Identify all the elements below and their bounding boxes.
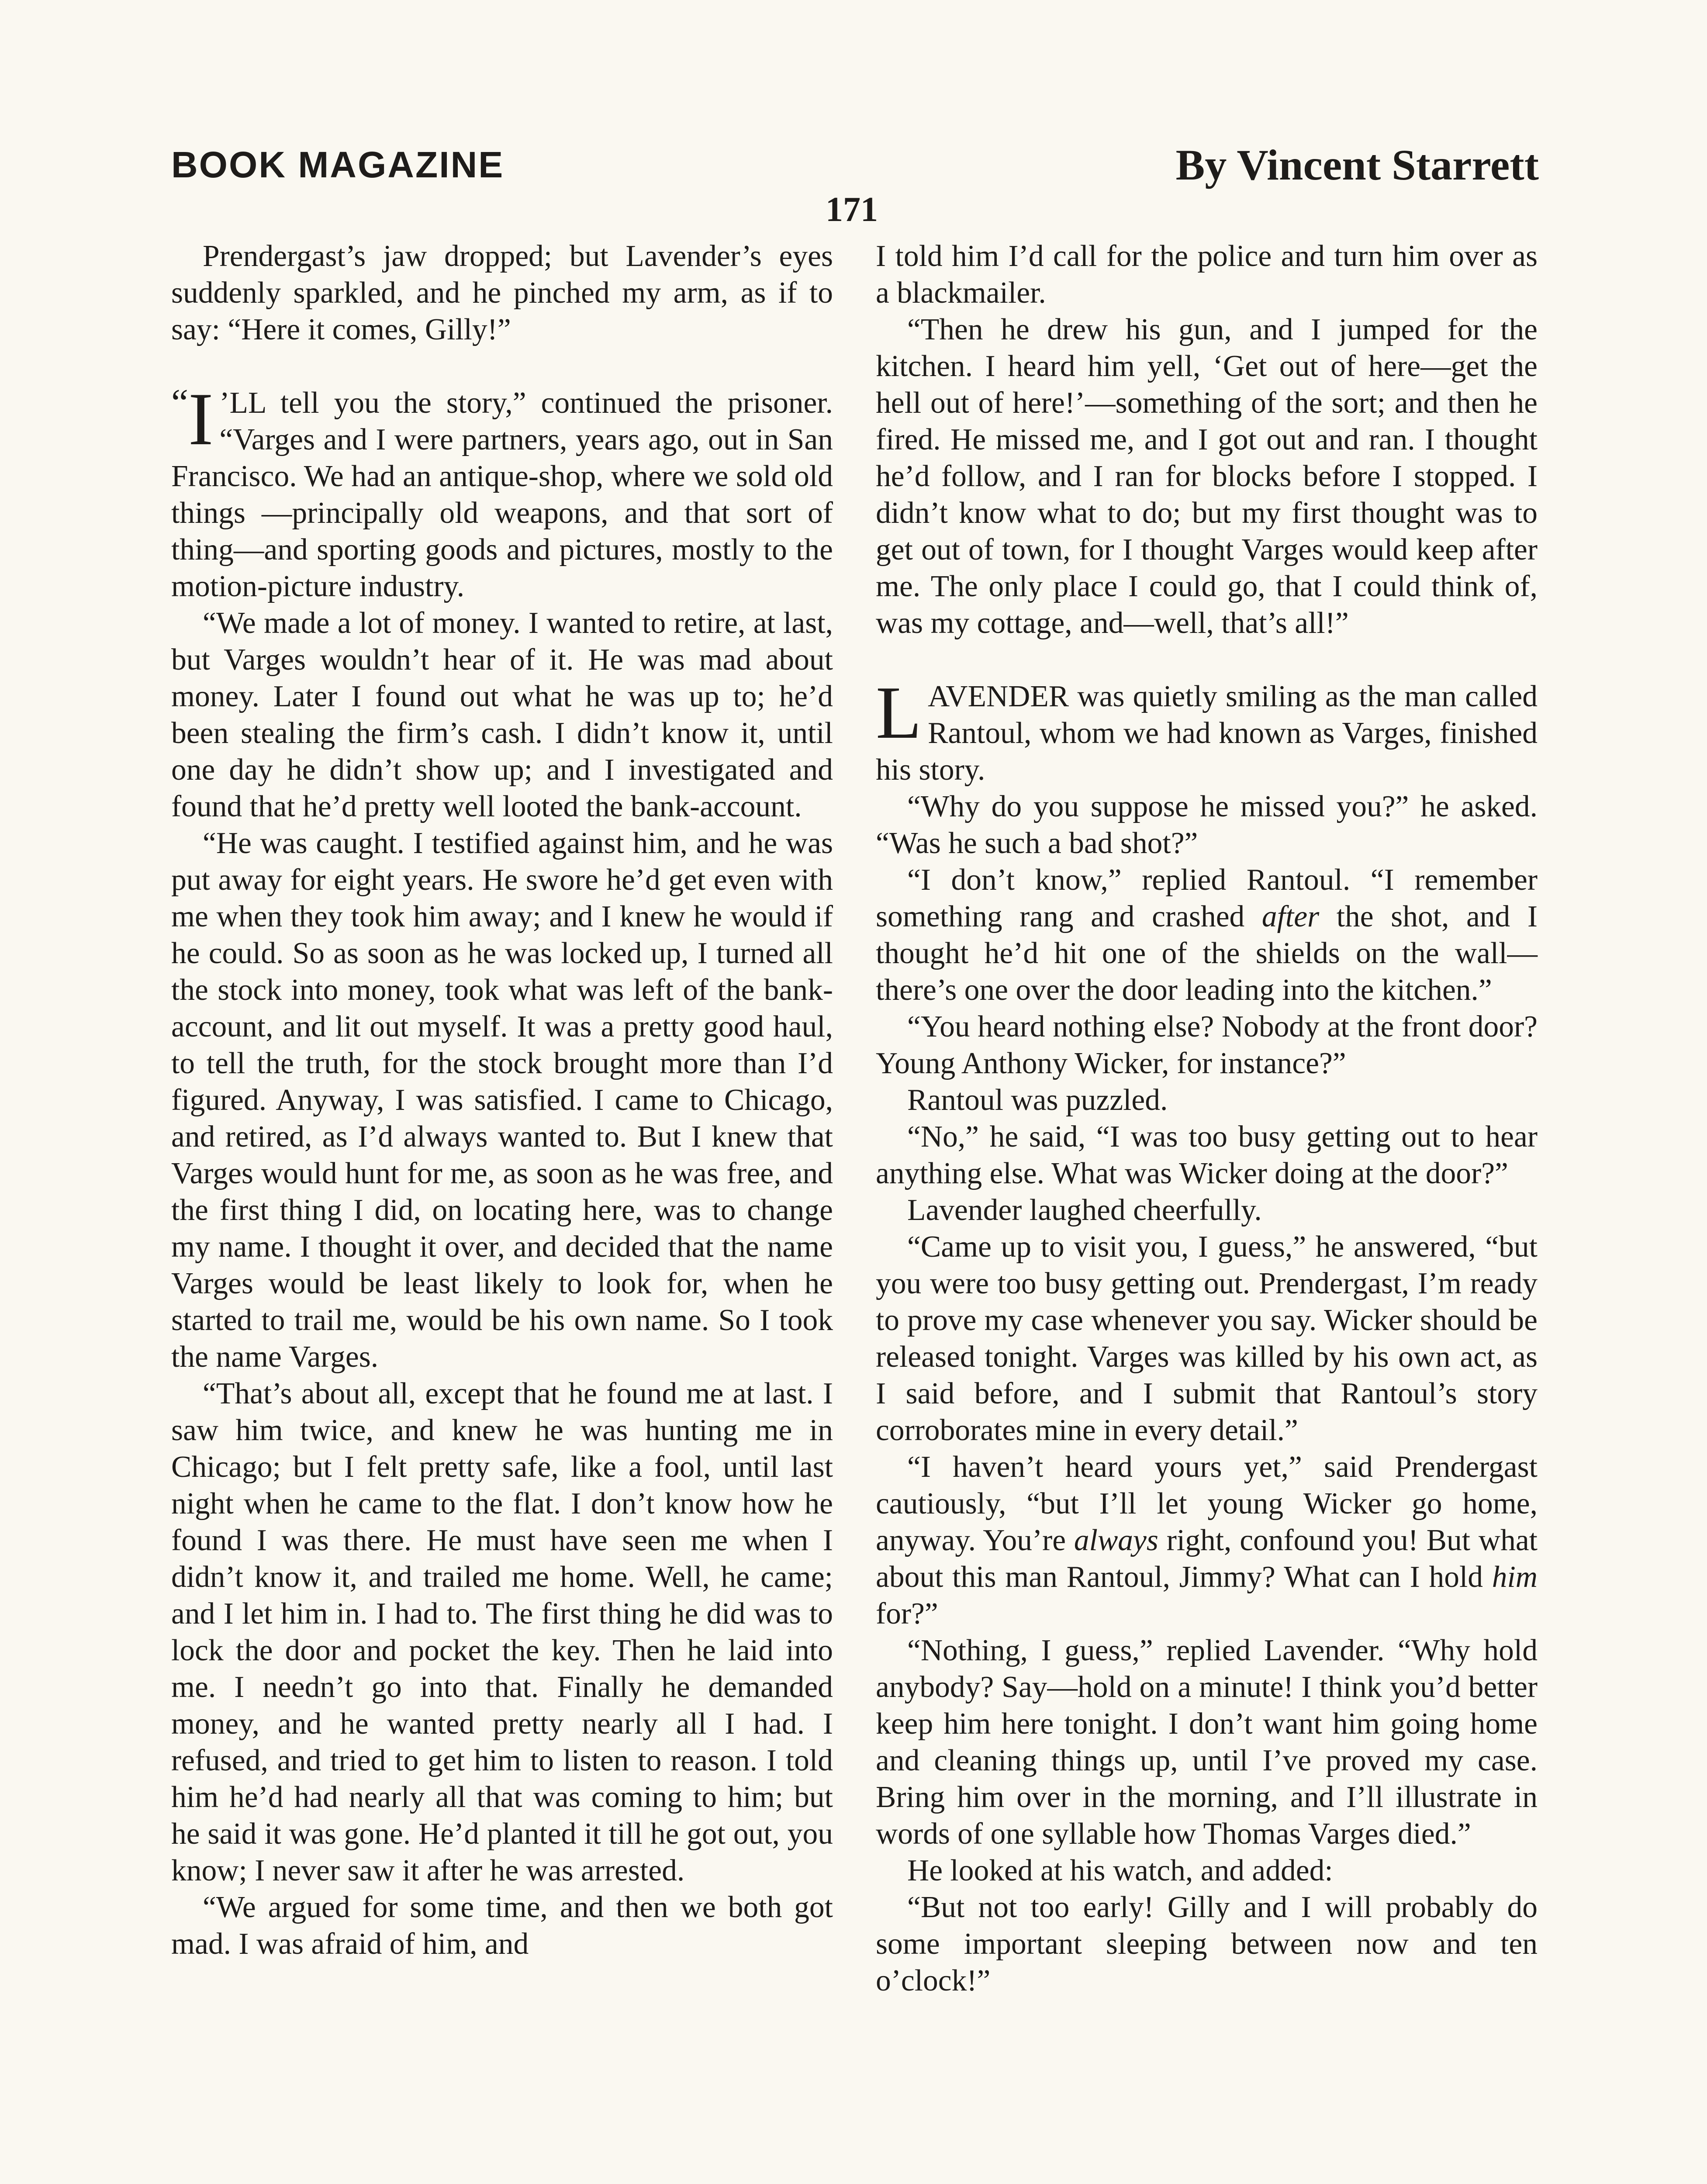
paragraph: He looked at his watch, and added: [907, 1854, 1333, 1887]
paragraph: Lavender laughed cheerfully. [907, 1193, 1262, 1227]
paragraph: “Why do you suppose he missed you?” he asked. “Was he such a bad shot?” [876, 790, 1538, 860]
paragraph [876, 1449, 1538, 1632]
paragraph-dropcap [876, 671, 1538, 788]
drop-quote: “ [171, 382, 189, 424]
paragraph [876, 862, 1538, 1009]
paragraph: “That’s about all, except that he found me at last. I saw him twice, and knew he was hunting me in Chicago; but I felt pretty safe, like a fool, until last night when he came to the flat. I don’t know how he found I was there. He must have seen me when I didn’t know it, and trailed me home. Well, he came; and I let him in. I had to. The first thing he did was to lock the door and pocket the key. Then he laid into me. I needn’t go into that. Finally he demanded money, and he wanted pretty nearly all I had. I refused, and tried to get him to listen to reason. I told him he’d had nearly all that was coming to him; but he said it was gone. He’d planted it till he got out, you know; I never saw it after he was arrested. [171, 1377, 833, 1887]
paragraph-text: AVENDER was quietly smiling as the man called Rantoul, whom we had known as Varges, finished his story. [876, 680, 1538, 787]
paragraph: “He was caught. I testified against him, and he was put away for eight years. He swore he’d get even with me when they took him away; and I knew he would if he could. So as soon as he was locked up, I turned all the stock into money, took what was left of the bank-account, and lit out myself. It was a pretty good haul, to tell the truth, for the stock brought more than I’d figured. Anyway, I was satisfied. I came to Chicago, and retired, as I’d always wanted to. But I knew that Varges would hunt for me, as soon as he was free, and the first thing I did, on locating here, was to change my name. I thought it over, and decided that the name Varges would be least likely to look for, when he started to trail me, would be his own name. So I took the name Varges. [171, 826, 833, 1374]
paragraph: Prendergast’s jaw dropped; but Lavender’s eyes suddenly sparkled, and he pinched my arm, as if to say: “Here it comes, Gilly!” [171, 239, 833, 346]
drop-cap-letter: I [188, 378, 214, 461]
paragraph: “Nothing, I guess,” replied Lavender. “Why hold anybody? Say—hold on a minute! I think you’d better keep him here tonight. I don’t want him going home and cleaning things up, until I’ve proved my case. Bring him over in the morning, and I’ll illustrate in words of one syllable how Thomas Varges died.” [876, 1634, 1538, 1851]
text-run: “I haven’t heard yours yet,” said Prendergast cautiously, “but I’ll let young Wicker go home, anyway. You’re [876, 1450, 1538, 1557]
paragraph: “But not too early! Gilly and I will probably do some important sleeping between now and ten o’clock!” [876, 1890, 1538, 1997]
paragraph: “We made a lot of money. I wanted to retire, at last, but Varges wouldn’t hear of it. He was mad about money. Later I found out what he was up to; he’d been stealing the firm’s cash. I didn’t know it, until one day he didn’t show up; and I investigated and found that he’d pretty well looted the bank-account. [171, 606, 833, 823]
running-head-magazine: BOOK MAGAZINE [171, 144, 504, 185]
drop-cap-letter: L [876, 671, 922, 754]
paragraph: “Came up to visit you, I guess,” he answered, “but you were too busy getting out. Prendergast, I’m ready to prove my case whenever you say. Wicker should be released tonight. Varges was killed by his own act, as I said before, and I submit that Rantoul’s story corroborates mine in every detail.” [876, 1230, 1538, 1447]
running-head-author: By Vincent Starrett [1175, 141, 1539, 189]
text-run: the shot, and I thought he’d hit one of the shields on the wall—there’s one over the door leading into the kitchen.” [876, 900, 1538, 1007]
paragraph: “Then he drew his gun, and I jumped for the kitchen. I heard him yell, ‘Get out of here—get the hell out of here!’—something of the sort; and then he fired. He missed me, and I got out and ran. I thought he’d follow, and I ran for blocks before I stopped. I didn’t know what to do; but my first thought was to get out of town, for I thought Varges would keep after me. The only place I could go, that I could think of, was my cottage, and—well, that’s all!” [876, 313, 1538, 640]
page-number: 171 [826, 190, 878, 229]
paragraph: “We argued for some time, and then we both got mad. I was afraid of him, and [171, 1890, 833, 1961]
right-column [876, 238, 1538, 1999]
text-run: “I don’t know,” replied Rantoul. “I remember something rang and crashed [876, 863, 1538, 933]
emphasis: always [1074, 1524, 1158, 1557]
emphasis: after [1261, 900, 1320, 933]
paragraph: Rantoul was puzzled. [907, 1083, 1168, 1117]
emphasis: him [1492, 1560, 1538, 1594]
paragraph: “You heard nothing else? Nobody at the front door? Young Anthony Wicker, for instance?” [876, 1010, 1538, 1080]
paragraph: “No,” he said, “I was too busy getting out to hear anything else. What was Wicker doing at the door?” [876, 1120, 1538, 1190]
paragraph: I told him I’d call for the police and turn him over as a blackmailer. [876, 239, 1538, 310]
text-run: for?” [876, 1597, 938, 1631]
text-run: right, confound you! But what about this man Rantoul, Jimmy? What can I hold [876, 1524, 1538, 1594]
paragraph-dropcap [171, 378, 833, 605]
left-column [171, 238, 833, 1963]
paragraph-text: ’LL tell you the story,” continued the prisoner. “Varges and I were partners, years ago, out in San Francisco. We had an antique-shop, where we sold old things —principally old weapons, and that sort of thing—and sporting goods and pictures, mostly to the motion-picture industry. [171, 386, 833, 603]
